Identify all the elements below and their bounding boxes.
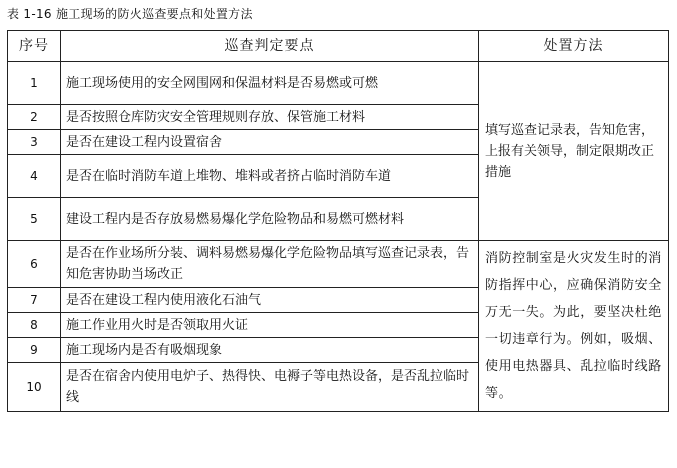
row-number: 9 xyxy=(8,338,61,363)
table-header-row xyxy=(8,31,669,62)
header-no: 序号 xyxy=(8,31,61,62)
row-number: 3 xyxy=(8,130,61,155)
row-item: 是否在建设工程内使用液化石油气 xyxy=(61,288,479,313)
row-item: 施工现场使用的安全网围网和保温材料是否易燃或可燃 xyxy=(61,62,479,105)
fire-patrol-table xyxy=(7,30,669,412)
row-item: 是否按照仓库防灾安全管理规则存放、保管施工材料 xyxy=(61,105,479,130)
row-item: 是否在临时消防车道上堆物、堆料或者挤占临时消防车道 xyxy=(61,155,479,198)
row-number: 1 xyxy=(8,62,61,105)
row-number: 8 xyxy=(8,313,61,338)
row-item: 是否在作业场所分装、调料易燃易爆化学危险物品填写巡查记录表，告知危害协助当场改正 xyxy=(61,241,479,288)
row-item: 是否在建设工程内设置宿舍 xyxy=(61,130,479,155)
row-item: 是否在宿舍内使用电炉子、热得快、电褥子等电热设备，是否乱拉临时线 xyxy=(61,363,479,412)
row-item: 建设工程内是否存放易燃易爆化学危险物品和易燃可燃材料 xyxy=(61,198,479,241)
table-row xyxy=(8,62,669,105)
row-number: 2 xyxy=(8,105,61,130)
table-row xyxy=(8,241,669,288)
row-number: 4 xyxy=(8,155,61,198)
row-number: 5 xyxy=(8,198,61,241)
row-number: 6 xyxy=(8,241,61,288)
method-group-2: 消防控制室是火灾发生时的消防指挥中心，应确保消防安全万无一失。为此，要坚决杜绝一切违章行为。例如，吸烟、使用电热器具、乱拉临时线路等。 xyxy=(479,241,669,412)
row-number: 10 xyxy=(8,363,61,412)
header-item: 巡查判定要点 xyxy=(61,31,479,62)
row-item: 施工现场内是否有吸烟现象 xyxy=(61,338,479,363)
header-method: 处置方法 xyxy=(479,31,669,62)
row-number: 7 xyxy=(8,288,61,313)
row-item: 施工作业用火时是否领取用火证 xyxy=(61,313,479,338)
method-group-1: 填写巡查记录表，告知危害，上报有关领导，制定限期改正措施 xyxy=(479,62,669,241)
table-caption: 表 1-16 施工现场的防火巡查要点和处置方法 xyxy=(7,7,253,21)
